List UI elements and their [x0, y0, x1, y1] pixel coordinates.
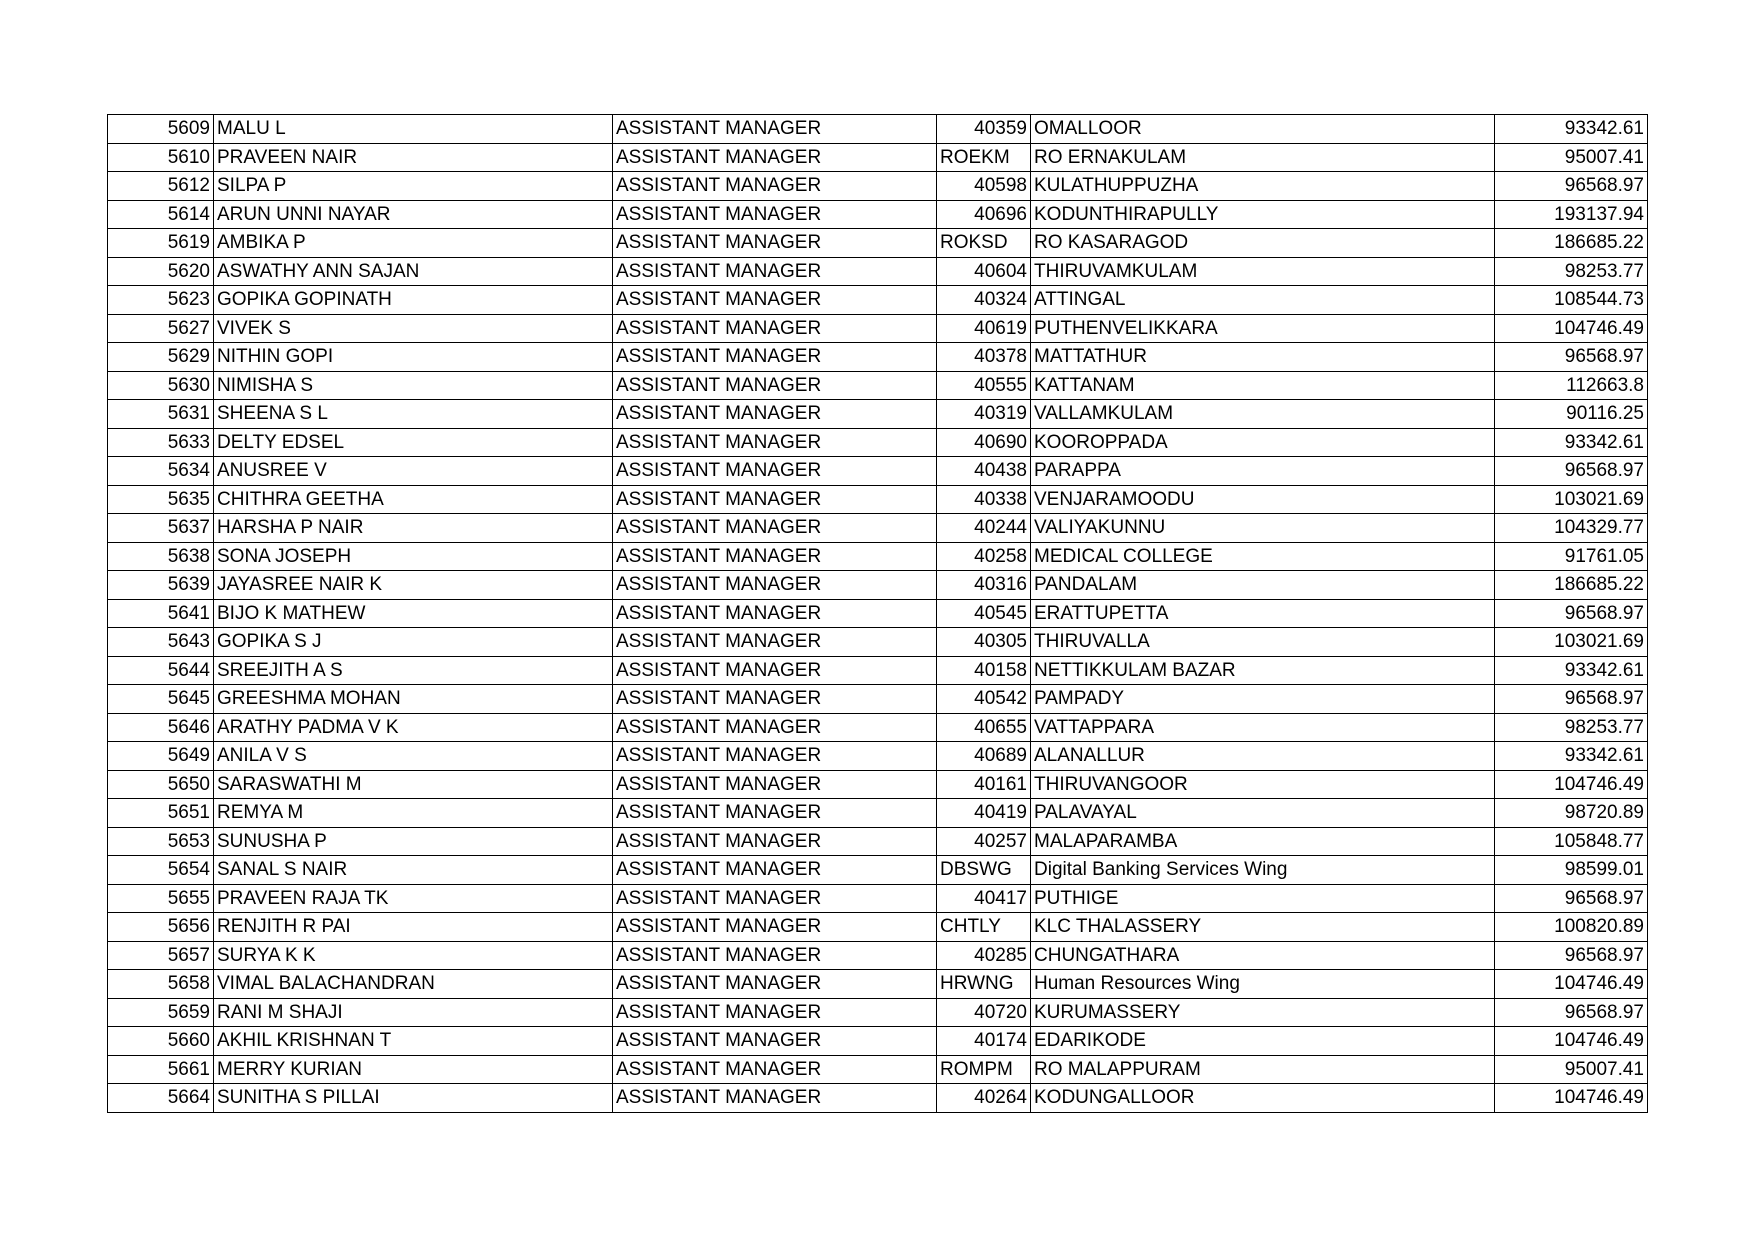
branch-code-cell: 40417 — [937, 884, 1031, 913]
branch-code-cell: 40655 — [937, 713, 1031, 742]
branch-code-cell: 40604 — [937, 257, 1031, 286]
employee-id-cell: 5623 — [108, 286, 214, 315]
branch-code-cell: 40545 — [937, 599, 1031, 628]
amount-cell: 98253.77 — [1495, 713, 1648, 742]
branch-code-cell: 40542 — [937, 685, 1031, 714]
employee-id-cell: 5629 — [108, 343, 214, 372]
employee-name-cell: ARATHY PADMA V K — [214, 713, 613, 742]
amount-cell: 104746.49 — [1495, 314, 1648, 343]
branch-code-cell: 40690 — [937, 428, 1031, 457]
employee-id-cell: 5660 — [108, 1027, 214, 1056]
table-row — [108, 229, 1648, 258]
employee-id-cell: 5609 — [108, 115, 214, 144]
designation-cell: ASSISTANT MANAGER — [613, 941, 937, 970]
branch-name-cell: KATTANAM — [1031, 371, 1495, 400]
employee-name-cell: DELTY EDSEL — [214, 428, 613, 457]
designation-cell: ASSISTANT MANAGER — [613, 400, 937, 429]
branch-name-cell: RO KASARAGOD — [1031, 229, 1495, 258]
table-row — [108, 884, 1648, 913]
amount-cell: 96568.97 — [1495, 685, 1648, 714]
table-row — [108, 257, 1648, 286]
table-row — [108, 827, 1648, 856]
employee-id-cell: 5645 — [108, 685, 214, 714]
amount-cell: 112663.8 — [1495, 371, 1648, 400]
amount-cell: 98253.77 — [1495, 257, 1648, 286]
designation-cell: ASSISTANT MANAGER — [613, 143, 937, 172]
branch-name-cell: MATTATHUR — [1031, 343, 1495, 372]
table-row — [108, 400, 1648, 429]
employee-id-cell: 5633 — [108, 428, 214, 457]
branch-code-cell: 40316 — [937, 571, 1031, 600]
employee-id-cell: 5649 — [108, 742, 214, 771]
branch-code-cell: 40244 — [937, 514, 1031, 543]
amount-cell: 104746.49 — [1495, 1084, 1648, 1113]
employee-id-cell: 5641 — [108, 599, 214, 628]
designation-cell: ASSISTANT MANAGER — [613, 913, 937, 942]
employee-name-cell: AKHIL KRISHNAN T — [214, 1027, 613, 1056]
amount-cell: 104746.49 — [1495, 1027, 1648, 1056]
employee-name-cell: ARUN UNNI NAYAR — [214, 200, 613, 229]
designation-cell: ASSISTANT MANAGER — [613, 571, 937, 600]
table-row — [108, 514, 1648, 543]
employee-id-cell: 5656 — [108, 913, 214, 942]
amount-cell: 104329.77 — [1495, 514, 1648, 543]
employee-id-cell: 5627 — [108, 314, 214, 343]
employee-name-cell: SUNITHA S PILLAI — [214, 1084, 613, 1113]
table-row — [108, 457, 1648, 486]
table-row — [108, 428, 1648, 457]
table-row — [108, 628, 1648, 657]
employee-name-cell: GOPIKA S J — [214, 628, 613, 657]
employee-id-cell: 5661 — [108, 1055, 214, 1084]
designation-cell: ASSISTANT MANAGER — [613, 827, 937, 856]
branch-code-cell: 40174 — [937, 1027, 1031, 1056]
table-row — [108, 998, 1648, 1027]
designation-cell: ASSISTANT MANAGER — [613, 542, 937, 571]
table-row — [108, 1055, 1648, 1084]
branch-code-cell: 40378 — [937, 343, 1031, 372]
employee-name-cell: GREESHMA MOHAN — [214, 685, 613, 714]
branch-code-cell: HRWNG — [937, 970, 1031, 999]
employee-name-cell: PRAVEEN NAIR — [214, 143, 613, 172]
amount-cell: 186685.22 — [1495, 229, 1648, 258]
employee-id-cell: 5658 — [108, 970, 214, 999]
branch-code-cell: 40305 — [937, 628, 1031, 657]
designation-cell: ASSISTANT MANAGER — [613, 514, 937, 543]
branch-code-cell: 40264 — [937, 1084, 1031, 1113]
table-row — [108, 941, 1648, 970]
amount-cell: 91761.05 — [1495, 542, 1648, 571]
table-row — [108, 485, 1648, 514]
branch-name-cell: MEDICAL COLLEGE — [1031, 542, 1495, 571]
employee-name-cell: SONA JOSEPH — [214, 542, 613, 571]
branch-code-cell: DBSWG — [937, 856, 1031, 885]
employee-name-cell: VIVEK S — [214, 314, 613, 343]
branch-code-cell: ROEKM — [937, 143, 1031, 172]
employee-id-cell: 5651 — [108, 799, 214, 828]
table-row — [108, 200, 1648, 229]
amount-cell: 96568.97 — [1495, 884, 1648, 913]
designation-cell: ASSISTANT MANAGER — [613, 713, 937, 742]
branch-code-cell: 40258 — [937, 542, 1031, 571]
branch-name-cell: ATTINGAL — [1031, 286, 1495, 315]
table-row — [108, 143, 1648, 172]
branch-name-cell: VATTAPPARA — [1031, 713, 1495, 742]
employee-name-cell: SHEENA S L — [214, 400, 613, 429]
branch-name-cell: RO ERNAKULAM — [1031, 143, 1495, 172]
employee-name-cell: SURYA K K — [214, 941, 613, 970]
branch-code-cell: 40438 — [937, 457, 1031, 486]
branch-name-cell: NETTIKKULAM BAZAR — [1031, 656, 1495, 685]
amount-cell: 96568.97 — [1495, 599, 1648, 628]
employee-name-cell: RANI M SHAJI — [214, 998, 613, 1027]
table-row — [108, 571, 1648, 600]
table-row — [108, 1027, 1648, 1056]
table-row — [108, 371, 1648, 400]
employee-name-cell: BIJO K MATHEW — [214, 599, 613, 628]
employee-id-cell: 5631 — [108, 400, 214, 429]
employee-id-cell: 5620 — [108, 257, 214, 286]
employee-name-cell: SUNUSHA P — [214, 827, 613, 856]
branch-code-cell: 40359 — [937, 115, 1031, 144]
table-row — [108, 542, 1648, 571]
branch-name-cell: MALAPARAMBA — [1031, 827, 1495, 856]
designation-cell: ASSISTANT MANAGER — [613, 314, 937, 343]
table-row — [108, 286, 1648, 315]
employee-id-cell: 5630 — [108, 371, 214, 400]
employee-id-cell: 5659 — [108, 998, 214, 1027]
amount-cell: 96568.97 — [1495, 998, 1648, 1027]
employee-name-cell: ANUSREE V — [214, 457, 613, 486]
branch-name-cell: KLC THALASSERY — [1031, 913, 1495, 942]
designation-cell: ASSISTANT MANAGER — [613, 770, 937, 799]
designation-cell: ASSISTANT MANAGER — [613, 257, 937, 286]
employee-name-cell: ANILA V S — [214, 742, 613, 771]
table-row — [108, 599, 1648, 628]
table-row — [108, 770, 1648, 799]
branch-name-cell: Human Resources Wing — [1031, 970, 1495, 999]
designation-cell: ASSISTANT MANAGER — [613, 115, 937, 144]
branch-name-cell: VENJARAMOODU — [1031, 485, 1495, 514]
employee-name-cell: JAYASREE NAIR K — [214, 571, 613, 600]
branch-code-cell: ROMPM — [937, 1055, 1031, 1084]
branch-code-cell: 40319 — [937, 400, 1031, 429]
amount-cell: 98599.01 — [1495, 856, 1648, 885]
employee-name-cell: ASWATHY ANN SAJAN — [214, 257, 613, 286]
designation-cell: ASSISTANT MANAGER — [613, 656, 937, 685]
employee-name-cell: NIMISHA S — [214, 371, 613, 400]
employee-id-cell: 5635 — [108, 485, 214, 514]
amount-cell: 90116.25 — [1495, 400, 1648, 429]
branch-name-cell: THIRUVANGOOR — [1031, 770, 1495, 799]
table-row — [108, 172, 1648, 201]
amount-cell: 93342.61 — [1495, 115, 1648, 144]
designation-cell: ASSISTANT MANAGER — [613, 286, 937, 315]
employee-name-cell: RENJITH R PAI — [214, 913, 613, 942]
branch-name-cell: PALAVAYAL — [1031, 799, 1495, 828]
table-row — [108, 115, 1648, 144]
amount-cell: 95007.41 — [1495, 143, 1648, 172]
table-row — [108, 343, 1648, 372]
branch-name-cell: ALANALLUR — [1031, 742, 1495, 771]
designation-cell: ASSISTANT MANAGER — [613, 998, 937, 1027]
designation-cell: ASSISTANT MANAGER — [613, 685, 937, 714]
branch-name-cell: KODUNGALLOOR — [1031, 1084, 1495, 1113]
amount-cell: 93342.61 — [1495, 656, 1648, 685]
branch-code-cell: 40285 — [937, 941, 1031, 970]
designation-cell: ASSISTANT MANAGER — [613, 856, 937, 885]
employee-id-cell: 5654 — [108, 856, 214, 885]
employee-id-cell: 5638 — [108, 542, 214, 571]
amount-cell: 186685.22 — [1495, 571, 1648, 600]
amount-cell: 96568.97 — [1495, 941, 1648, 970]
employee-id-cell: 5610 — [108, 143, 214, 172]
employee-name-cell: CHITHRA GEETHA — [214, 485, 613, 514]
designation-cell: ASSISTANT MANAGER — [613, 485, 937, 514]
employee-name-cell: MALU L — [214, 115, 613, 144]
amount-cell: 103021.69 — [1495, 628, 1648, 657]
amount-cell: 96568.97 — [1495, 172, 1648, 201]
branch-name-cell: Digital Banking Services Wing — [1031, 856, 1495, 885]
amount-cell: 95007.41 — [1495, 1055, 1648, 1084]
table-row — [108, 970, 1648, 999]
table-row — [108, 685, 1648, 714]
designation-cell: ASSISTANT MANAGER — [613, 1055, 937, 1084]
branch-code-cell: 40419 — [937, 799, 1031, 828]
branch-code-cell: 40598 — [937, 172, 1031, 201]
employee-name-cell: REMYA M — [214, 799, 613, 828]
designation-cell: ASSISTANT MANAGER — [613, 200, 937, 229]
table-row — [108, 856, 1648, 885]
branch-name-cell: CHUNGATHARA — [1031, 941, 1495, 970]
branch-code-cell: 40338 — [937, 485, 1031, 514]
amount-cell: 104746.49 — [1495, 770, 1648, 799]
employee-name-cell: SANAL S NAIR — [214, 856, 613, 885]
amount-cell: 104746.49 — [1495, 970, 1648, 999]
branch-code-cell: 40161 — [937, 770, 1031, 799]
employee-name-cell: VIMAL BALACHANDRAN — [214, 970, 613, 999]
employee-name-cell: SREEJITH A S — [214, 656, 613, 685]
branch-name-cell: RO MALAPPURAM — [1031, 1055, 1495, 1084]
employee-id-cell: 5646 — [108, 713, 214, 742]
amount-cell: 96568.97 — [1495, 457, 1648, 486]
branch-code-cell: 40257 — [937, 827, 1031, 856]
designation-cell: ASSISTANT MANAGER — [613, 457, 937, 486]
employee-id-cell: 5644 — [108, 656, 214, 685]
table-row — [108, 913, 1648, 942]
employee-id-cell: 5650 — [108, 770, 214, 799]
employee-id-cell: 5653 — [108, 827, 214, 856]
employee-name-cell: SILPA P — [214, 172, 613, 201]
designation-cell: ASSISTANT MANAGER — [613, 884, 937, 913]
employee-name-cell: SARASWATHI M — [214, 770, 613, 799]
table-row — [108, 742, 1648, 771]
amount-cell: 100820.89 — [1495, 913, 1648, 942]
branch-name-cell: KODUNTHIRAPULLY — [1031, 200, 1495, 229]
designation-cell: ASSISTANT MANAGER — [613, 343, 937, 372]
employee-name-cell: MERRY KURIAN — [214, 1055, 613, 1084]
branch-name-cell: VALIYAKUNNU — [1031, 514, 1495, 543]
branch-code-cell: 40555 — [937, 371, 1031, 400]
employee-id-cell: 5634 — [108, 457, 214, 486]
designation-cell: ASSISTANT MANAGER — [613, 371, 937, 400]
branch-code-cell: 40696 — [937, 200, 1031, 229]
employee-name-cell: HARSHA P NAIR — [214, 514, 613, 543]
amount-cell: 93342.61 — [1495, 742, 1648, 771]
amount-cell: 105848.77 — [1495, 827, 1648, 856]
table-body — [108, 115, 1648, 1113]
branch-code-cell: ROKSD — [937, 229, 1031, 258]
branch-code-cell: 40324 — [937, 286, 1031, 315]
employee-id-cell: 5612 — [108, 172, 214, 201]
branch-code-cell: 40619 — [937, 314, 1031, 343]
employee-name-cell: GOPIKA GOPINATH — [214, 286, 613, 315]
branch-name-cell: OMALLOOR — [1031, 115, 1495, 144]
branch-name-cell: THIRUVAMKULAM — [1031, 257, 1495, 286]
designation-cell: ASSISTANT MANAGER — [613, 628, 937, 657]
branch-name-cell: KULATHUPPUZHA — [1031, 172, 1495, 201]
designation-cell: ASSISTANT MANAGER — [613, 742, 937, 771]
branch-name-cell: PAMPADY — [1031, 685, 1495, 714]
amount-cell: 103021.69 — [1495, 485, 1648, 514]
branch-name-cell: THIRUVALLA — [1031, 628, 1495, 657]
employee-name-cell: AMBIKA P — [214, 229, 613, 258]
designation-cell: ASSISTANT MANAGER — [613, 172, 937, 201]
designation-cell: ASSISTANT MANAGER — [613, 428, 937, 457]
branch-name-cell: KURUMASSERY — [1031, 998, 1495, 1027]
employee-id-cell: 5637 — [108, 514, 214, 543]
employee-name-cell: NITHIN GOPI — [214, 343, 613, 372]
branch-name-cell: PANDALAM — [1031, 571, 1495, 600]
amount-cell: 108544.73 — [1495, 286, 1648, 315]
amount-cell: 93342.61 — [1495, 428, 1648, 457]
employee-id-cell: 5614 — [108, 200, 214, 229]
branch-name-cell: EDARIKODE — [1031, 1027, 1495, 1056]
designation-cell: ASSISTANT MANAGER — [613, 970, 937, 999]
branch-name-cell: PUTHIGE — [1031, 884, 1495, 913]
branch-code-cell: 40158 — [937, 656, 1031, 685]
branch-name-cell: PARAPPA — [1031, 457, 1495, 486]
employee-id-cell: 5639 — [108, 571, 214, 600]
branch-name-cell: ERATTUPETTA — [1031, 599, 1495, 628]
amount-cell: 193137.94 — [1495, 200, 1648, 229]
employee-id-cell: 5664 — [108, 1084, 214, 1113]
designation-cell: ASSISTANT MANAGER — [613, 1027, 937, 1056]
table-row — [108, 1084, 1648, 1113]
amount-cell: 96568.97 — [1495, 343, 1648, 372]
branch-name-cell: VALLAMKULAM — [1031, 400, 1495, 429]
designation-cell: ASSISTANT MANAGER — [613, 1084, 937, 1113]
branch-code-cell: 40720 — [937, 998, 1031, 1027]
employee-table — [107, 114, 1648, 1113]
designation-cell: ASSISTANT MANAGER — [613, 229, 937, 258]
employee-id-cell: 5643 — [108, 628, 214, 657]
table-row — [108, 656, 1648, 685]
spreadsheet-page — [107, 114, 1648, 1113]
table-row — [108, 713, 1648, 742]
employee-id-cell: 5619 — [108, 229, 214, 258]
branch-code-cell: 40689 — [937, 742, 1031, 771]
table-row — [108, 314, 1648, 343]
amount-cell: 98720.89 — [1495, 799, 1648, 828]
branch-code-cell: CHTLY — [937, 913, 1031, 942]
employee-name-cell: PRAVEEN RAJA TK — [214, 884, 613, 913]
branch-name-cell: KOOROPPADA — [1031, 428, 1495, 457]
designation-cell: ASSISTANT MANAGER — [613, 599, 937, 628]
employee-id-cell: 5655 — [108, 884, 214, 913]
employee-id-cell: 5657 — [108, 941, 214, 970]
table-row — [108, 799, 1648, 828]
branch-name-cell: PUTHENVELIKKARA — [1031, 314, 1495, 343]
designation-cell: ASSISTANT MANAGER — [613, 799, 937, 828]
